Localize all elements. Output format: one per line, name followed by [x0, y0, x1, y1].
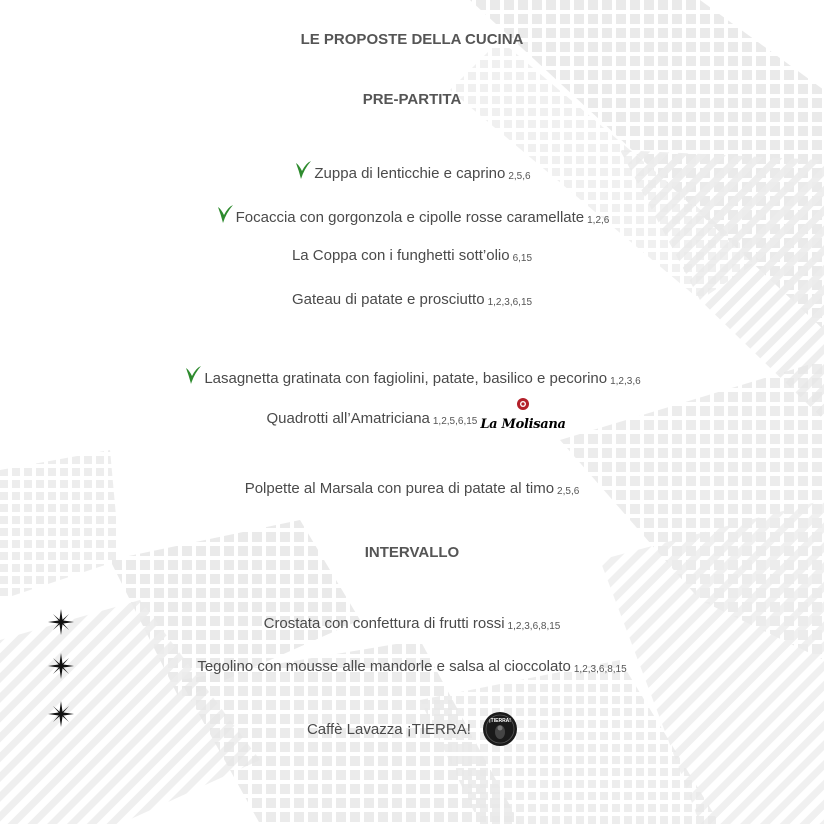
dish-name: Quadrotti all’Amatriciana — [266, 409, 430, 427]
dish-name: Zuppa di lenticchie e caprino — [314, 165, 506, 182]
menu-item — [0, 364, 824, 391]
menu-item — [0, 203, 824, 230]
dish-allergens: 2,5,6 — [557, 486, 580, 497]
menu-item — [0, 246, 824, 268]
dessert-item — [0, 614, 824, 636]
dessert-allergens: 1,2,3,6,8,15 — [573, 664, 627, 675]
dessert-name: Caffè Lavazza ¡TIERRA! — [306, 721, 471, 738]
dessert-item — [0, 657, 824, 679]
dish-allergens: 1,2,6 — [587, 215, 610, 226]
dessert-item — [0, 712, 824, 748]
dish-allergens: 1,2,3,6,15 — [487, 297, 533, 308]
dish-name: La Coppa con i funghetti sott’olio — [291, 247, 510, 264]
dish-name: Focaccia con gorgonzola e cipolle rosse caramellate — [235, 209, 585, 226]
menu-item — [0, 479, 824, 501]
section-heading-intervallo: INTERVALLO — [364, 544, 460, 561]
la-molisana-wordmark: La Molisana — [479, 417, 566, 432]
menu-item — [0, 159, 824, 186]
menu-item — [0, 400, 824, 436]
dish-name: Gateau di patate e prosciutto — [291, 291, 485, 308]
tierra-logo-text: ¡TIERRA! — [489, 718, 512, 725]
vegetarian-leaf-icon — [215, 203, 235, 225]
page-title: LE PROPOSTE DELLA CUCINA — [300, 31, 524, 48]
dish-allergens: 6,15 — [512, 253, 533, 264]
dish-name: Lasagnetta gratinata con fagiolini, patate, basilico e pecorino — [204, 370, 608, 387]
tierra-logo — [483, 712, 517, 746]
vegetarian-leaf-icon — [183, 364, 203, 386]
dish-allergens: 1,2,5,6,15 — [432, 415, 478, 427]
menu-item — [0, 290, 824, 312]
dessert-allergens: 1,2,3,6,8,15 — [507, 621, 561, 632]
dish-allergens: 1,2,3,6 — [610, 376, 641, 387]
dessert-name: Tegolino con mousse alle mandorle e salsa al cioccolato — [197, 658, 571, 675]
dish-allergens: 2,5,6 — [508, 171, 531, 182]
dish-name: Polpette al Marsala con purea di patate al timo — [244, 480, 555, 497]
dessert-name: Crostata con confettura di frutti rossi — [263, 615, 505, 632]
vegetarian-leaf-icon — [293, 159, 313, 181]
section-heading-pre-partita: PRE-PARTITA — [362, 91, 462, 108]
la-molisana-logo — [479, 398, 566, 436]
